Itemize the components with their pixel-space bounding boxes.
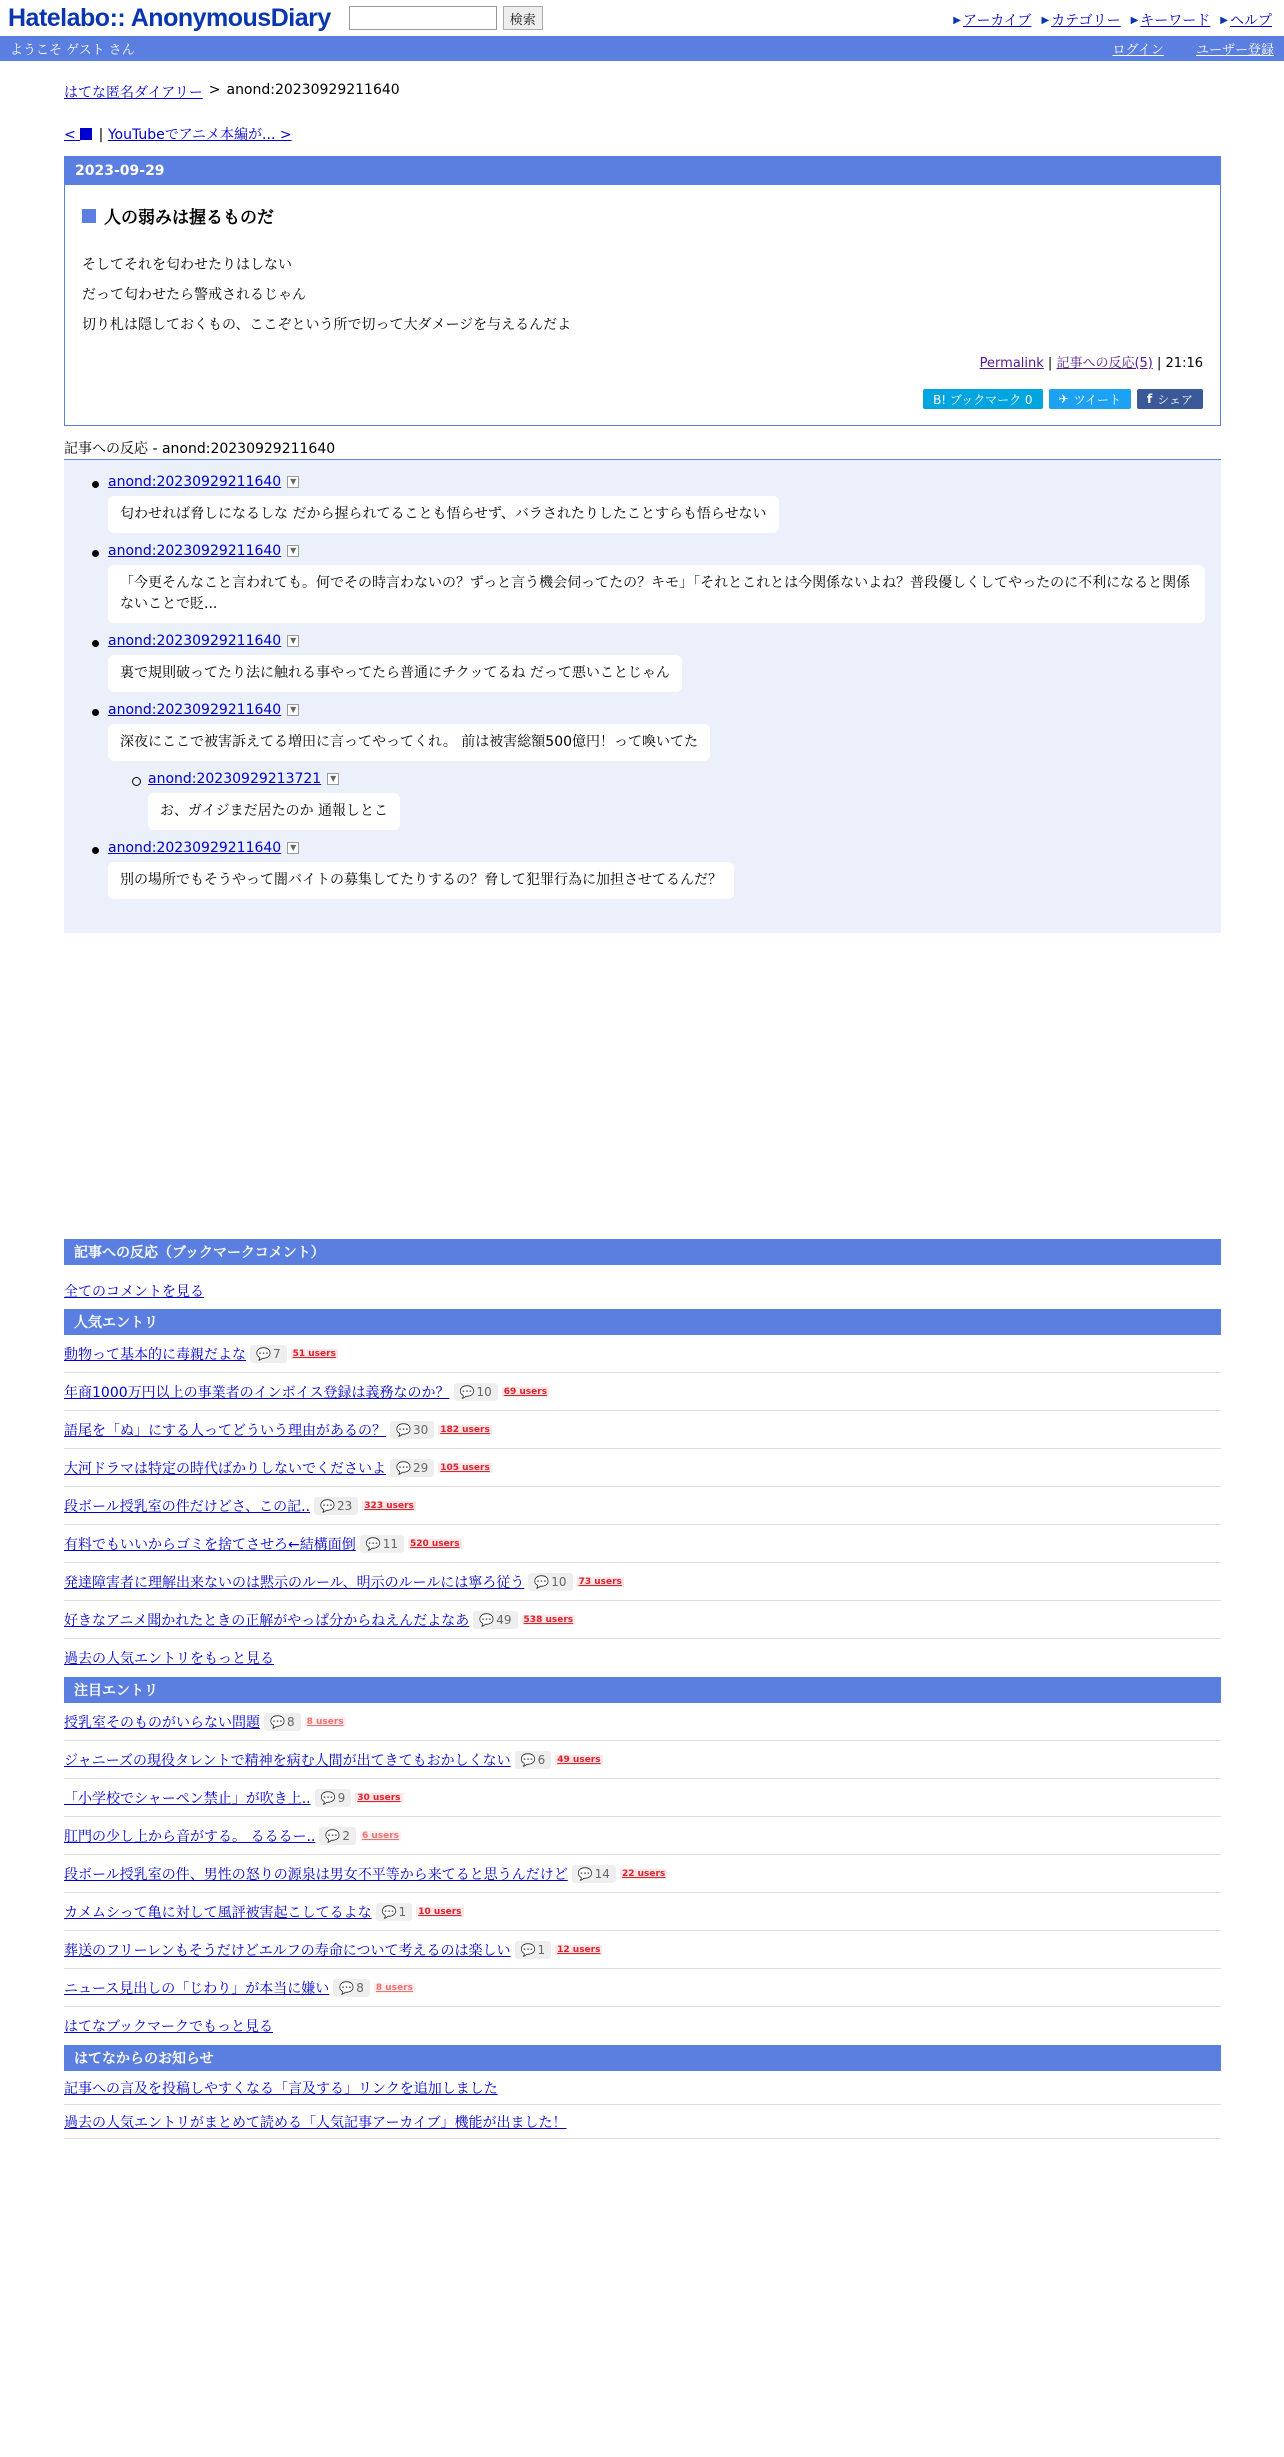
comment-count[interactable] — [376, 1903, 413, 1921]
entry-list-item — [64, 1601, 1221, 1639]
comment-icon: 💬 — [381, 1904, 397, 1919]
sub-reaction-item — [108, 771, 1205, 830]
entry-list-item — [64, 1487, 1221, 1525]
reactions-list — [64, 460, 1221, 933]
comment-count-value: 7 — [272, 1346, 281, 1361]
comment-count-value: 49 — [496, 1612, 512, 1627]
reactions-link[interactable]: 記事への反応(5) — [1056, 356, 1153, 371]
entry-list-item — [64, 1373, 1221, 1411]
site-logo[interactable]: Hatelabo:: AnonymousDiary — [8, 3, 331, 32]
comment-count[interactable] — [454, 1383, 498, 1401]
tweet-label: ツイート — [1073, 392, 1121, 407]
entry-list-link[interactable]: ニュース見出しの「じわり」が本当に嫌い — [64, 1980, 330, 1997]
notice-link[interactable]: 記事への言及を投稿しやすくなる「言及する」リンクを追加しました — [64, 2080, 498, 2097]
entry-list-link[interactable]: 有料でもいいからゴミを捨てさせろ←結構面倒 — [64, 1536, 356, 1553]
dropdown-icon[interactable]: ▼ — [287, 476, 299, 488]
nav-category-link[interactable]: カテゴリー — [1051, 13, 1121, 29]
all-comments-row — [64, 1265, 1221, 1309]
entry-list-item — [64, 1335, 1221, 1373]
entry-list-link[interactable]: 動物って基本的に毒親だよな — [64, 1346, 246, 1363]
comment-count-value: 8 — [286, 1714, 295, 1729]
bookmark-users-badge[interactable]: 12 users — [557, 1944, 601, 1955]
entry-text — [82, 250, 1203, 340]
entry-list-item — [64, 1703, 1221, 1741]
bookmark-users-badge[interactable]: 182 users — [440, 1424, 490, 1435]
entry-list-link[interactable]: 語尾を「ぬ」にする人ってどういう理由があるの？ — [64, 1422, 386, 1439]
comment-count-value: 29 — [412, 1460, 429, 1475]
auth-links — [1084, 39, 1274, 58]
share-label: シェア — [1157, 392, 1193, 407]
comment-icon: 💬 — [520, 1942, 536, 1957]
popular-more-link[interactable]: 過去の人気エントリをもっと見る — [64, 1651, 274, 1667]
comment-count[interactable] — [250, 1345, 287, 1363]
notice-item — [64, 2071, 1221, 2105]
chevron-right-icon: ▶ — [1130, 14, 1139, 26]
reaction-link[interactable]: anond:20230929211640 — [108, 840, 282, 856]
bookmark-users-badge[interactable]: 520 users — [409, 1538, 460, 1549]
breadcrumb-separator: > — [208, 82, 221, 98]
entry-list-link[interactable]: 大河ドラマは特定の時代ばかりしないでくださいよ — [64, 1460, 386, 1477]
square-icon — [80, 128, 92, 140]
reaction-link[interactable]: anond:20230929211640 — [108, 543, 282, 559]
comment-count-value: 23 — [337, 1498, 353, 1513]
comment-count-value: 10 — [476, 1384, 492, 1399]
comment-icon: 💬 — [479, 1612, 495, 1627]
comment-count[interactable] — [319, 1827, 356, 1845]
twitter-icon: ✈ — [1058, 392, 1069, 406]
comment-icon: 💬 — [396, 1460, 411, 1475]
entry-body — [65, 185, 1220, 425]
entry-footer: Permalink | 記事への反応(5) | 21:16 — [979, 356, 1203, 371]
comment-icon: 💬 — [520, 1752, 536, 1767]
entry-title — [82, 203, 1203, 228]
comment-count[interactable] — [528, 1573, 572, 1591]
dropdown-icon[interactable]: ▼ — [287, 704, 299, 716]
bookmark-users-badge[interactable]: 538 users — [523, 1614, 574, 1625]
entry-list-link[interactable]: カメムシって亀に対して風評被害起こしてるよな — [64, 1904, 372, 1921]
comment-count-value: 30 — [412, 1422, 429, 1437]
top-nav — [953, 10, 1272, 30]
all-comments-link[interactable]: 全てのコメントを見る — [64, 1284, 204, 1300]
entry-list-item — [64, 1741, 1221, 1779]
bookmark-users-badge[interactable]: 10 users — [418, 1906, 462, 1917]
comment-icon: 💬 — [577, 1866, 593, 1881]
comment-count[interactable] — [360, 1535, 404, 1553]
comment-count-value: 2 — [342, 1828, 350, 1843]
bookmark-users-badge[interactable]: 51 users — [292, 1348, 336, 1359]
reaction-item — [80, 474, 1205, 533]
comment-icon: 💬 — [365, 1536, 381, 1551]
comment-icon: 💬 — [270, 1714, 285, 1729]
entry-list-link[interactable]: 発達障害者に理解出来ないのは黙示のルール、明示のルールには寧ろ従う — [64, 1574, 525, 1591]
entry-list-link[interactable]: 「小学校でシャーペン禁止」が吹き上.. — [64, 1790, 311, 1807]
dropdown-icon[interactable]: ▼ — [327, 773, 339, 785]
welcome-text: ようこそ ゲスト さん — [10, 43, 135, 58]
entry-list-item — [64, 1969, 1221, 2007]
bookmark-label: B! ブックマーク 0 — [933, 392, 1033, 407]
chevron-right-icon: ▶ — [1220, 14, 1228, 26]
permalink[interactable]: Permalink — [979, 356, 1044, 371]
entry-list-item — [64, 1449, 1221, 1487]
featured-heading: 注目エントリ — [64, 1677, 1221, 1703]
entry-list-link[interactable]: 好きなアニメ聞かれたときの正解がやっぱ分からねえんだよなあ — [64, 1612, 470, 1629]
entry-list-link[interactable]: 段ボール授乳室の件だけどさ、この記.. — [64, 1498, 311, 1515]
featured-list — [64, 1703, 1221, 2007]
featured-more-link[interactable]: はてなブックマークでもっと見る — [64, 2019, 274, 2035]
search-input[interactable] — [349, 6, 497, 30]
bookmark-users-badge[interactable]: 49 users — [557, 1754, 601, 1765]
comment-count-value: 1 — [537, 1942, 546, 1957]
entry-line: だって匂わせたら警戒されるじゃん — [82, 287, 306, 303]
comment-count[interactable] — [390, 1421, 434, 1439]
reaction-bubble: 匂わせれば脅しになるしな だから握られてることも悟らせず、バラされたりしたことすらも悟らせない — [108, 496, 779, 533]
bookmark-users-badge[interactable]: 323 users — [364, 1500, 414, 1511]
comment-count[interactable] — [314, 1497, 358, 1515]
facebook-icon: f — [1147, 392, 1153, 406]
breadcrumb-current: anond:20230929211640 — [226, 82, 400, 98]
comment-icon: 💬 — [534, 1574, 550, 1589]
comment-count[interactable] — [315, 1789, 352, 1807]
nav-archive[interactable] — [953, 10, 1031, 30]
ad-space — [64, 933, 1221, 1239]
main-content — [64, 82, 1221, 2139]
login-link[interactable]: ログイン — [1112, 43, 1164, 58]
dropdown-icon[interactable]: ▼ — [287, 635, 299, 647]
share-buttons — [82, 389, 1203, 409]
reaction-bubble: お、ガイジまだ居たのか 通報しとこ — [148, 793, 400, 830]
prev-entry-link[interactable] — [64, 127, 94, 143]
nav-help[interactable] — [1220, 10, 1272, 30]
bookmark-users-badge[interactable]: 30 users — [357, 1792, 401, 1803]
popular-more-row — [64, 1639, 1221, 1677]
register-link[interactable]: ユーザー登録 — [1195, 43, 1274, 58]
reaction-bubble: 別の場所でもそうやって闇バイトの募集してたりするの？脅して犯罪行為に加担させてるんだ？ — [108, 862, 734, 899]
comment-count[interactable] — [572, 1865, 616, 1883]
facebook-share-button[interactable] — [1137, 389, 1203, 409]
comment-icon: 💬 — [339, 1980, 355, 1995]
dropdown-icon[interactable]: ▼ — [287, 842, 299, 854]
search-button[interactable]: 検索 — [503, 6, 543, 30]
reaction-bubble: 深夜にここで被害訴えてる増田に言ってやってくれ。 前は被害総額500億円！って喚いてた — [108, 724, 710, 761]
entry-pager — [64, 124, 1221, 144]
reaction-bubble: 「今更そんなこと言われても。何でその時言わないの？ずっと言う機会伺ってたの？キモ」「それとこれとは今関係ないよね？普段優しくしてやったのに不利になると関係ないことで貶... — [108, 565, 1205, 623]
comment-icon: 💬 — [256, 1346, 271, 1361]
entry-list-link[interactable]: 授乳室そのものがいらない問題 — [64, 1714, 260, 1731]
comment-count-value: 11 — [382, 1536, 398, 1551]
breadcrumb — [64, 82, 1221, 102]
reaction-item — [80, 702, 1205, 830]
reaction-link[interactable]: anond:20230929213721 — [148, 771, 322, 787]
bookmark-users-badge[interactable]: 8 users — [306, 1716, 344, 1727]
reaction-item — [80, 633, 1205, 692]
nav-archive-link[interactable]: アーカイブ — [962, 13, 1032, 29]
next-entry-link[interactable]: YouTubeでアニメ本編が... > — [107, 127, 292, 143]
entry-list-item — [64, 1893, 1221, 1931]
comment-count[interactable] — [473, 1611, 517, 1629]
featured-more-row — [64, 2007, 1221, 2045]
nav-keyword[interactable] — [1131, 10, 1211, 30]
entry-list-item — [64, 1411, 1221, 1449]
bookmark-users-badge[interactable]: 8 users — [375, 1982, 413, 1993]
reaction-link[interactable]: anond:20230929211640 — [108, 702, 282, 718]
notice-item — [64, 2105, 1221, 2139]
bookmark-users-badge[interactable]: 22 users — [621, 1868, 666, 1879]
bookmark-users-badge[interactable]: 73 users — [578, 1576, 622, 1587]
comment-count[interactable] — [264, 1713, 301, 1731]
entry-list-item — [64, 1563, 1221, 1601]
comment-count-value: 6 — [537, 1752, 546, 1767]
entry-list-link[interactable]: 肛門の少し上から音がする。 るるるー.. — [64, 1828, 316, 1845]
breadcrumb-home[interactable]: はてな匿名ダイアリー — [64, 85, 203, 101]
popular-heading: 人気エントリ — [64, 1309, 1221, 1335]
bookmark-comments-heading: 記事への反応（ブックマークコメント） — [64, 1239, 1221, 1265]
reactions-heading: 記事への反応 - anond:20230929211640 — [64, 438, 1221, 460]
comment-count-value: 1 — [398, 1904, 407, 1919]
reaction-link[interactable]: anond:20230929211640 — [108, 633, 282, 649]
reaction-link[interactable]: anond:20230929211640 — [108, 474, 282, 490]
comment-icon: 💬 — [459, 1384, 475, 1399]
bookmark-users-badge[interactable]: 105 users — [440, 1462, 490, 1473]
comment-count[interactable] — [515, 1941, 552, 1959]
comment-count-value: 10 — [551, 1574, 567, 1589]
square-icon[interactable] — [82, 209, 96, 223]
entry-list-item — [64, 1525, 1221, 1563]
pager-separator: | — [98, 127, 104, 143]
comment-count[interactable] — [333, 1979, 370, 1997]
entry-list-link[interactable]: 葬送のフリーレンもそうだけどエルフの寿命について考えるのは楽しい — [64, 1942, 511, 1959]
bookmark-users-badge[interactable]: 6 users — [361, 1830, 400, 1841]
site-header — [0, 0, 1284, 36]
entry-date: 2023-09-29 — [65, 157, 1220, 185]
entry-list-link[interactable]: ジャニーズの現役タレントで精神を病む人間が出てきてもおかしくない — [64, 1752, 511, 1769]
comment-icon: 💬 — [325, 1828, 341, 1843]
comment-icon: 💬 — [320, 1498, 336, 1513]
comment-count-value: 14 — [594, 1866, 610, 1881]
reaction-item — [80, 543, 1205, 623]
prev-arrow: < — [64, 127, 76, 143]
entry-list-item — [64, 1779, 1221, 1817]
tweet-button[interactable] — [1049, 389, 1131, 409]
reaction-item — [80, 840, 1205, 899]
entry-line: 切り札は隠しておくもの、ここぞという所で切って大ダメージを与えるんだよ — [82, 317, 572, 333]
entry-time: 21:16 — [1165, 356, 1203, 371]
entry-line: そしてそれを匂わせたりはしない — [82, 257, 292, 273]
nav-keyword-link[interactable]: キーワード — [1140, 13, 1211, 29]
hatena-bookmark-button[interactable] — [923, 389, 1042, 409]
comment-count-value: 9 — [337, 1790, 346, 1805]
user-bar — [0, 36, 1284, 61]
comment-icon: 💬 — [320, 1790, 336, 1805]
dropdown-icon[interactable]: ▼ — [287, 545, 299, 557]
comment-count[interactable] — [390, 1459, 434, 1477]
popular-list — [64, 1335, 1221, 1639]
entry-list-item — [64, 1931, 1221, 1969]
entry-list-item — [64, 1855, 1221, 1893]
bookmark-users-badge[interactable]: 69 users — [503, 1386, 548, 1397]
chevron-right-icon: ▶ — [1041, 14, 1050, 26]
chevron-right-icon: ▶ — [953, 14, 961, 26]
entry-title-text: 人の弱みは握るものだ — [104, 208, 274, 228]
notice-link[interactable]: 過去の人気エントリがまとめて読める「人気記事アーカイブ」機能が出ました！ — [64, 2114, 567, 2131]
notices-heading: はてなからのお知らせ — [64, 2045, 1221, 2071]
reaction-bubble: 裏で規則破ってたり法に触れる事やってたら普通にチクッてるね だって悪いことじゃん — [108, 655, 682, 692]
nav-category[interactable] — [1041, 10, 1120, 30]
diary-entry — [64, 156, 1221, 426]
entry-list-link[interactable]: 年商1000万円以上の事業者のインボイス登録は義務なのか？ — [64, 1384, 450, 1401]
entry-list-link[interactable]: 段ボール授乳室の件、男性の怒りの源泉は男女不平等から来てると思うんだけど — [64, 1866, 568, 1883]
comment-count[interactable] — [515, 1751, 552, 1769]
comment-count-value: 8 — [356, 1980, 364, 1995]
entry-list-item — [64, 1817, 1221, 1855]
nav-help-link[interactable]: ヘルプ — [1230, 13, 1272, 29]
comment-icon: 💬 — [396, 1422, 411, 1437]
